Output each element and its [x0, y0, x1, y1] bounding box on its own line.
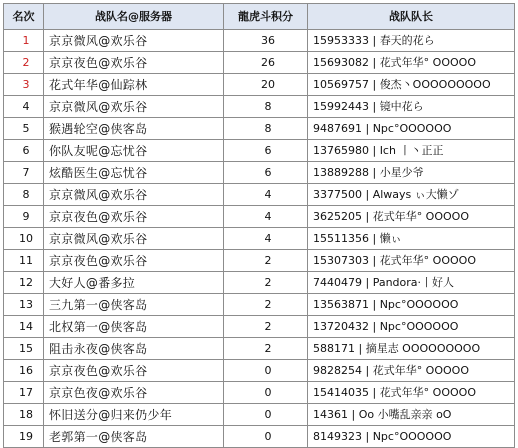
- score-cell: 6: [224, 162, 308, 184]
- team-cell: 花式年华@仙踪林: [44, 74, 224, 96]
- captain-cell: 588171 | 摘星志 OOOOOOOOO: [308, 338, 515, 360]
- rank-cell: 10: [4, 228, 44, 250]
- table-row: [4, 382, 515, 404]
- rank-cell: 15: [4, 338, 44, 360]
- captain-cell: 9487691 | Npc°OOOOOO: [308, 118, 515, 140]
- score-cell: 4: [224, 228, 308, 250]
- rank-cell: 16: [4, 360, 44, 382]
- table-row: [4, 316, 515, 338]
- team-cell: 京京夜色@欢乐谷: [44, 360, 224, 382]
- score-cell: 2: [224, 250, 308, 272]
- captain-cell: 15307303 | 花式年华° OOOOO: [308, 250, 515, 272]
- table-row: [4, 426, 515, 448]
- score-cell: 2: [224, 338, 308, 360]
- team-cell: 大好人@番多拉: [44, 272, 224, 294]
- rank-cell: 17: [4, 382, 44, 404]
- table-row: [4, 140, 515, 162]
- score-cell: 6: [224, 140, 308, 162]
- captain-cell: 8149323 | Npc°OOOOOO: [308, 426, 515, 448]
- header-captain: 战队队长: [308, 4, 515, 30]
- score-cell: 8: [224, 118, 308, 140]
- ranking-table: [3, 3, 515, 448]
- captain-cell: 15511356 | 懒ぃ: [308, 228, 515, 250]
- table-row: [4, 272, 515, 294]
- table-row: [4, 404, 515, 426]
- team-cell: 京京夜色@欢乐谷: [44, 52, 224, 74]
- rank-cell: 3: [4, 74, 44, 96]
- header-rank: 名次: [4, 4, 44, 30]
- score-cell: 8: [224, 96, 308, 118]
- captain-cell: 13765980 | Ich 丨丶正正: [308, 140, 515, 162]
- team-cell: 京京夜色@欢乐谷: [44, 206, 224, 228]
- header-score: 龍虎斗积分: [224, 4, 308, 30]
- captain-cell: 13720432 | Npc°OOOOOO: [308, 316, 515, 338]
- header-row: [4, 4, 515, 30]
- team-cell: 炫酷医生@忘忧谷: [44, 162, 224, 184]
- team-cell: 京京微风@欢乐谷: [44, 184, 224, 206]
- captain-cell: 9828254 | 花式年华° OOOOO: [308, 360, 515, 382]
- captain-cell: 3625205 | 花式年华° OOOOO: [308, 206, 515, 228]
- team-cell: 北权第一@侠客岛: [44, 316, 224, 338]
- table-row: [4, 74, 515, 96]
- team-cell: 你队友呢@忘忧谷: [44, 140, 224, 162]
- team-cell: 怀旧送分@归来仍少年: [44, 404, 224, 426]
- score-cell: 0: [224, 360, 308, 382]
- team-cell: 京京微风@欢乐谷: [44, 96, 224, 118]
- header-team: 战队名@服务器: [44, 4, 224, 30]
- team-cell: 猴遇轮空@侠客岛: [44, 118, 224, 140]
- rank-cell: 8: [4, 184, 44, 206]
- score-cell: 4: [224, 184, 308, 206]
- rank-cell: 19: [4, 426, 44, 448]
- captain-cell: 3377500 | Always ぃ大懒ゾ: [308, 184, 515, 206]
- score-cell: 26: [224, 52, 308, 74]
- captain-cell: 15414035 | 花式年华° OOOOO: [308, 382, 515, 404]
- table-body: [4, 30, 515, 448]
- team-cell: 老郭第一@侠客岛: [44, 426, 224, 448]
- table-row: [4, 184, 515, 206]
- score-cell: 0: [224, 382, 308, 404]
- rank-cell: 18: [4, 404, 44, 426]
- score-cell: 36: [224, 30, 308, 52]
- table-row: [4, 250, 515, 272]
- table-row: [4, 338, 515, 360]
- rank-cell: 2: [4, 52, 44, 74]
- rank-cell: 1: [4, 30, 44, 52]
- team-cell: 阻击永夜@侠客岛: [44, 338, 224, 360]
- rank-cell: 12: [4, 272, 44, 294]
- rank-cell: 14: [4, 316, 44, 338]
- table-row: [4, 52, 515, 74]
- score-cell: 2: [224, 316, 308, 338]
- team-cell: 京京色夜@欢乐谷: [44, 382, 224, 404]
- rank-cell: 11: [4, 250, 44, 272]
- captain-cell: 15953333 | 春天的花ら: [308, 30, 515, 52]
- team-cell: 京京微风@欢乐谷: [44, 228, 224, 250]
- captain-cell: 14361 | Oo 小嘴乱亲亲 oO: [308, 404, 515, 426]
- captain-cell: 15693082 | 花式年华° OOOOO: [308, 52, 515, 74]
- ranking-table-container: [3, 3, 515, 448]
- captain-cell: 13563871 | Npc°OOOOOO: [308, 294, 515, 316]
- team-cell: 京京微风@欢乐谷: [44, 30, 224, 52]
- rank-cell: 13: [4, 294, 44, 316]
- rank-cell: 6: [4, 140, 44, 162]
- rank-cell: 7: [4, 162, 44, 184]
- table-row: [4, 162, 515, 184]
- rank-cell: 4: [4, 96, 44, 118]
- captain-cell: 15992443 | 镜中花ら: [308, 96, 515, 118]
- table-row: [4, 30, 515, 52]
- captain-cell: 13889288 | 小星少爷: [308, 162, 515, 184]
- table-row: [4, 96, 515, 118]
- team-cell: 京京夜色@欢乐谷: [44, 250, 224, 272]
- table-row: [4, 118, 515, 140]
- rank-cell: 9: [4, 206, 44, 228]
- table-row: [4, 294, 515, 316]
- team-cell: 三九第一@侠客岛: [44, 294, 224, 316]
- score-cell: 20: [224, 74, 308, 96]
- table-row: [4, 360, 515, 382]
- table-row: [4, 228, 515, 250]
- score-cell: 2: [224, 294, 308, 316]
- score-cell: 0: [224, 404, 308, 426]
- table-row: [4, 206, 515, 228]
- score-cell: 2: [224, 272, 308, 294]
- captain-cell: 10569757 | 俊杰丶OOOOOOOOO: [308, 74, 515, 96]
- captain-cell: 7440479 | Pandora·丨好人: [308, 272, 515, 294]
- rank-cell: 5: [4, 118, 44, 140]
- score-cell: 4: [224, 206, 308, 228]
- score-cell: 0: [224, 426, 308, 448]
